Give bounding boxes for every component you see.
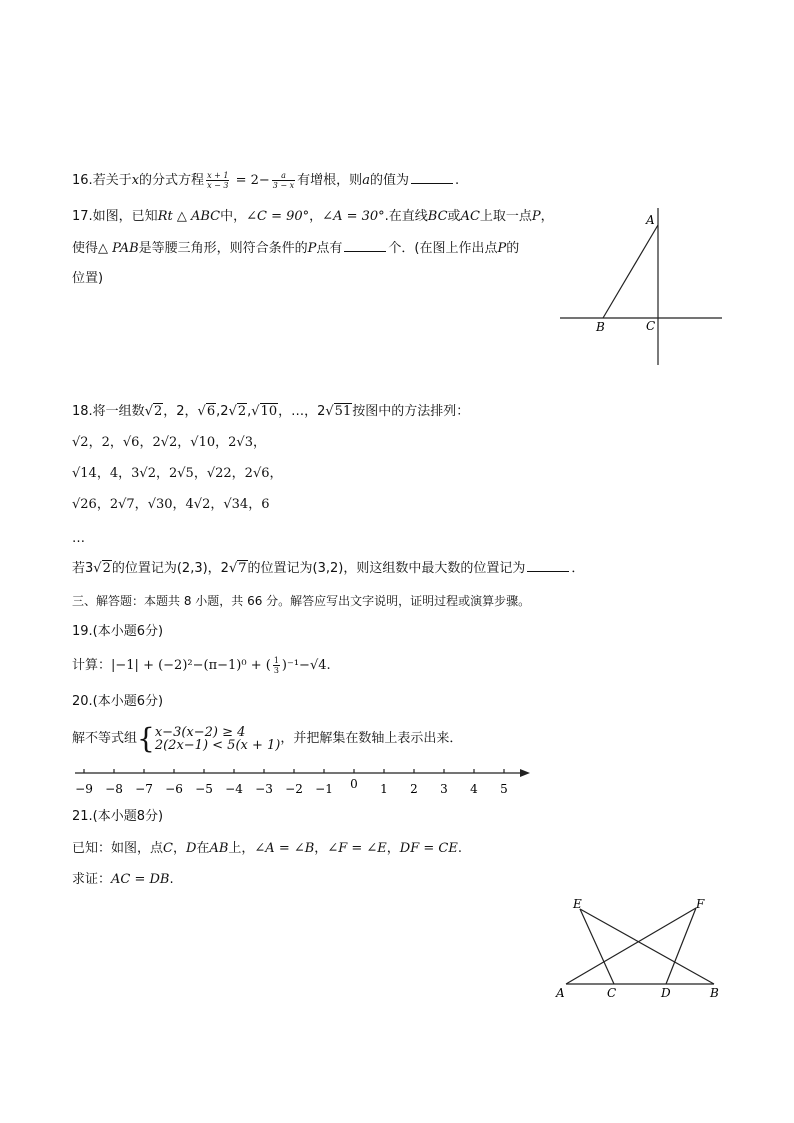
q16-fraction-1: $\frac{x + 1}{x - 3}$ <box>207 171 229 190</box>
tick-label: 3 <box>440 782 448 796</box>
question-16: 16.若关于x的分式方程 $\frac{x + 1}{x - 3}$ = 2− $\frac{a}{3 - x}$ 有增根，则a的值为 . <box>72 171 460 190</box>
tick-label: 5 <box>500 782 508 796</box>
question-18-tail: 若3√2的位置记为(2,3)，2√7的位置记为(3,2)，则这组数中最大数的位置记为 ． <box>72 561 585 576</box>
label-c: C <box>607 986 617 1000</box>
tick-label: 1 <box>380 782 388 796</box>
question-17-line-1: 17.如图，已知Rt △ ABC中，∠C = 90°，∠A = 30°.在直线BC或AC上取一点P， <box>72 209 554 224</box>
label-b: B <box>710 986 719 1000</box>
segment-eb <box>580 909 714 984</box>
answer-blank[interactable] <box>344 239 386 252</box>
question-20-head: 20.(本小题6分) <box>72 694 164 709</box>
number-row-2: √14，4，3√2，2√5，√22，2√6， <box>72 466 283 481</box>
segment-fd <box>666 908 696 984</box>
tick-label: 4 <box>470 782 478 796</box>
arrow-head-icon <box>520 769 530 777</box>
label-f: F <box>696 897 705 911</box>
question-18-intro: 18.将一组数√2，2，√6,2√2,√10，…，2√51按图中的方法排列： <box>72 404 470 419</box>
tick-label: −3 <box>255 782 273 796</box>
tick-label: −7 <box>135 782 153 796</box>
question-17-line-2: 使得△ PAB是等腰三角形，则符合条件的P点有 个．(在图上作出点P的 <box>72 241 520 256</box>
question-19-head: 19.(本小题6分) <box>72 624 164 639</box>
label-a: A <box>646 213 655 227</box>
inequality-system: x−3(x−2) ≥ 4 2(2x−1) < 5(x + 1) <box>154 724 281 753</box>
label-d: D <box>661 986 671 1000</box>
number-row-1: √2，2，√6，2√2，√10，2√3， <box>72 435 266 450</box>
tick-label: 0 <box>350 777 358 791</box>
label-e: E <box>573 897 582 911</box>
question-21-prove: 求证：AC = DB. <box>72 872 174 887</box>
geometry-figure-q21 <box>552 895 727 1005</box>
question-21-head: 21.(本小题8分) <box>72 809 164 824</box>
segment-fa <box>566 908 696 984</box>
tick-label: −1 <box>315 782 333 796</box>
question-19-body: 计算：|−1| + (−2)²−(π−1)⁰ + ( $\frac{1}{3}$ )⁻¹−√4. <box>72 656 331 675</box>
question-17-line-3: 位置) <box>72 271 104 286</box>
tick-label: −6 <box>165 782 183 796</box>
tick-label: 2 <box>410 782 418 796</box>
number-row-3: √26，2√7，√30，4√2，√34，6 <box>72 497 270 512</box>
line-ab <box>603 225 658 318</box>
ellipsis: … <box>72 531 85 546</box>
question-21-given: 已知：如图，点C，D在AB上，∠A = ∠B，∠F = ∠E，DF = CE. <box>72 841 462 856</box>
tick-label: −8 <box>105 782 123 796</box>
tick-label: −2 <box>285 782 303 796</box>
label-c: C <box>646 319 656 333</box>
section-3-header: 三、解答题：本题共 8 小题，共 66 分。解答应写出文字说明，证明过程或演算步骤。 <box>72 594 531 608</box>
label-b: B <box>596 320 605 334</box>
answer-blank[interactable] <box>527 559 569 572</box>
q16-fraction-2: $\frac{a}{3 - x}$ <box>272 171 295 190</box>
number-line <box>70 760 540 800</box>
tick-label: −9 <box>75 782 93 796</box>
answer-blank[interactable] <box>411 171 453 184</box>
question-20-body: 解不等式组{ x−3(x−2) ≥ 4 2(2x−1) < 5(x + 1) ，并把解集在数轴上表示出来． <box>72 721 463 755</box>
triangle-figure-q17 <box>556 205 726 370</box>
q16-number: 16. <box>72 173 93 188</box>
tick-label: −5 <box>195 782 213 796</box>
tick-label: −4 <box>225 782 243 796</box>
label-a: A <box>556 986 565 1000</box>
